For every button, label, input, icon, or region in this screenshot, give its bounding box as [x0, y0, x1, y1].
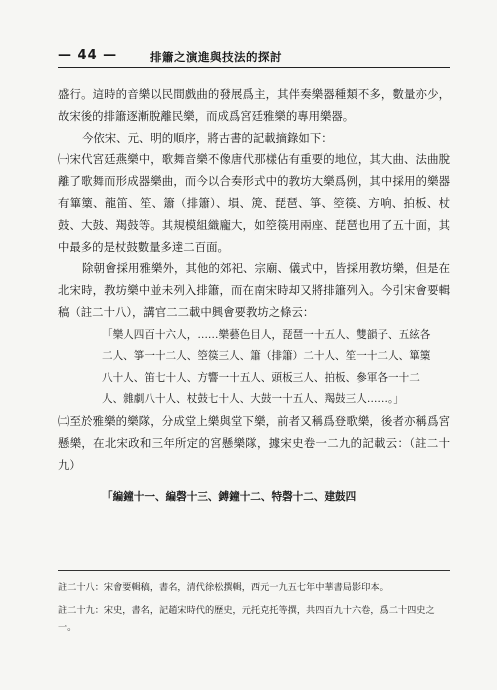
footnote-rule: [58, 570, 450, 571]
header-rule: [58, 67, 450, 68]
paragraph-2: 今依宋、元、明的順序，將古書的記載摘錄如下：: [82, 130, 333, 145]
footnotes: [58, 570, 450, 642]
main-text: [58, 84, 450, 507]
running-title: 排簫之演進與技法的探討: [150, 50, 282, 64]
paragraph-3: ㈠宋代宮廷燕樂中，歌舞音樂不像唐代那樣佔有重要的地位，其大曲、法曲脫離了歌舞而形成器樂曲，而今以合奏形式中的教坊大樂爲例，其中採用的樂器有篳篥、龍笛、笙、簫（排簫）、塤、箎、琵琶、箏、箜篌、方响、拍板、杖鼓、大鼓、羯鼓等。其規模組織龐大，如箜篌用兩座、琵琶也用了五十面，其中最多的是杖鼓數量多達二百面。: [58, 152, 450, 254]
footnote-28: 註二十八：宋會要輯稿，書名，清代徐松撰輯，西元一九五七年中華書局影印本。: [58, 582, 389, 593]
page-header: [58, 48, 450, 70]
paragraph-1: 盛行。這時的音樂以民間戲曲的發展爲主，其伴奏樂器種類不多，數量亦少，故宋後的排簫逐漸脫離民樂，而成爲宮廷雅樂的專用樂器。: [58, 87, 450, 123]
footnote-29: 註二十九：宋史，書名，記趙宋時代的歷史，元托克托等撰，共四百九十六卷，爲二十四史之一。: [58, 605, 435, 633]
paragraph-4: 除朝會採用雅樂外，其他的郊祀、宗廟、儀式中，皆採用教坊樂，但是在北宋時，教坊樂中並未列入排簫，而在南宋時却又將排簫列入。今引宋會要輯稿（註二十八），講官二二載中興會要教坊之條云：: [58, 261, 450, 319]
block-quote-1: 「樂人四百十六人，……樂藝色目人，琵琶一十五人、雙韻子、五絃各二人、箏一十二人、箜篌三人、簫（排簫）二十人、笙一十二人、篳篥八十人、笛七十人、方響一十五人、頭板三人、拍板、參軍各一十二人、雜劇八十人、杖鼓七十人、大鼓一十五人、羯鼓三人……。」: [102, 328, 431, 405]
paragraph-5: ㈡至於雅樂的樂隊，分成堂上樂與堂下樂，前者又稱爲登歌樂，後者亦稱爲宮懸樂，在北宋政和三年所定的宮懸樂隊，據宋史卷一二九的記載云：（註二十九）: [58, 414, 450, 472]
page-number: — 44 —: [58, 48, 118, 63]
block-quote-2: 「編鐘十一、編磬十三、鎛鐘十二、特磬十二、建鼓四: [102, 490, 357, 503]
